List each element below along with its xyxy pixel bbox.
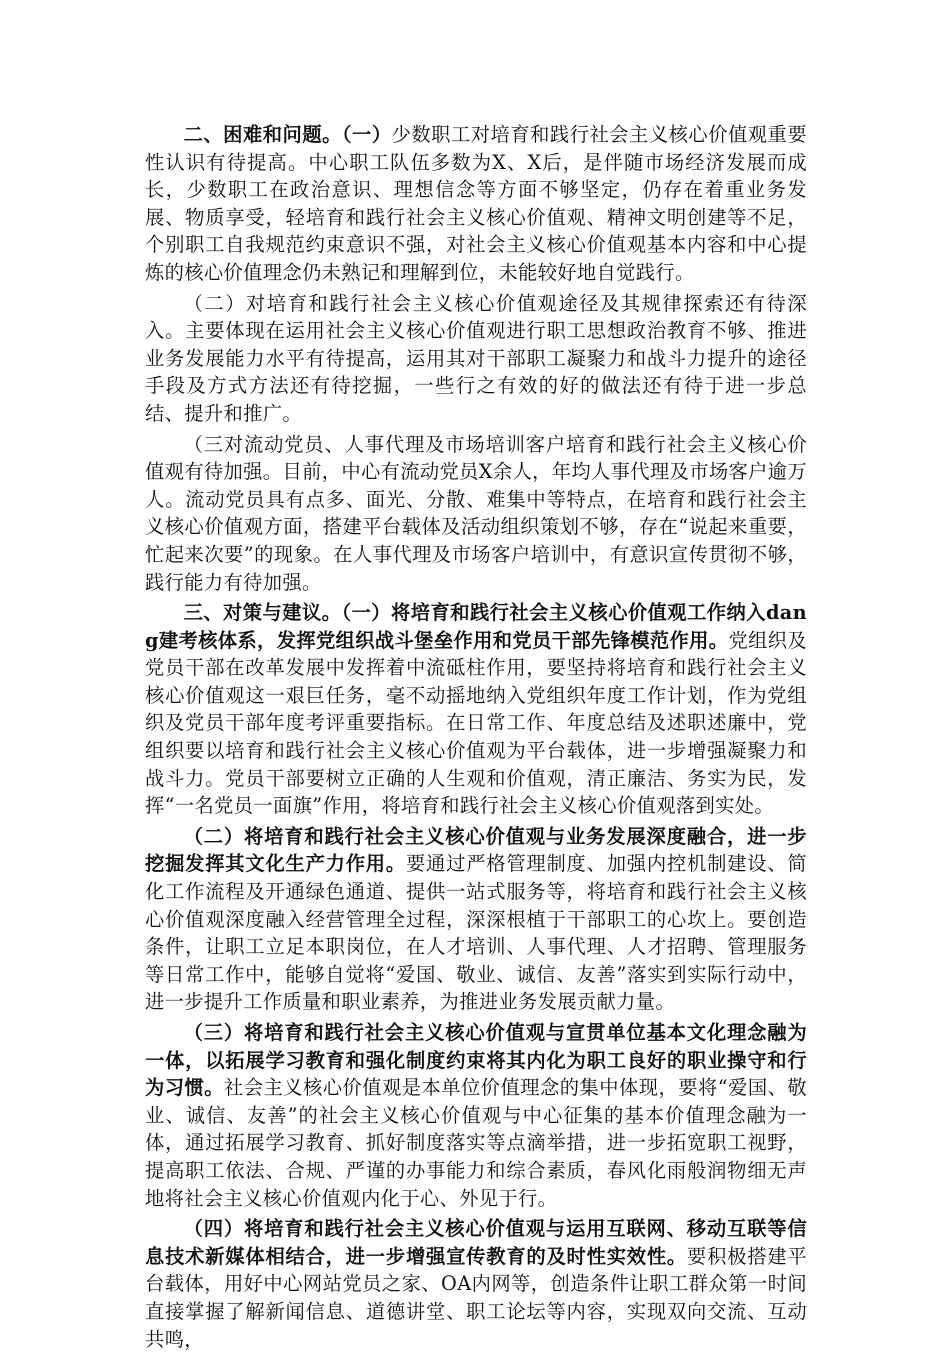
paragraph-text: 少数职工对培育和践行社会主义核心价值观重要性认识有待提高。中心职工队伍多数为X、X后，是伴随市场经济发展而成长，少数职工在政治意识、理想信念等方面不够坚定，仍存在着重业务发展、物质享受，轻培育和践行社会主义核心价值观、精神文明创建等不足，个别职工自我规范约束意识不强，对社会主义核心价值观基本内容和中心提炼的核心价值理念仍未熟记和理解到位，未能较好地自觉践行。	[145, 123, 807, 284]
section-heading-suggestions: 三、对策与建议。（一）将培育和践行社会主义核心价值观工作纳入dang建考核体系，发挥党组织战斗堡垒作用和党员干部先锋模范作用。	[145, 601, 807, 652]
subheading-bold: （四）将培育和践行社会主义核心价值观与运用互联网、移动互联等信息技术新媒体相结合，进一步增强宣传教育的及时性实效性。	[145, 1217, 807, 1268]
paragraph-suggestions-1	[145, 599, 807, 820]
paragraph-difficulties-3	[145, 431, 807, 597]
paragraph-suggestions-2	[145, 823, 807, 1016]
paragraph-text: 社会主义核心价值观是本单位价值理念的集中体现，要将“爱国、敬业、诚信、友善”的社会主义核心价值观与中心征集的基本价值理念融为一体，通过拓展学习教育、抓好制度落实等点滴举措，进一步拓宽职工视野，提高职工依法、合规、严谨的办事能力和综合素质，春风化雨般润物细无声地将社会主义核心价值观内化于心、外见于行。	[145, 1076, 807, 1210]
paragraph-text: （二）对培育和践行社会主义核心价值观途径及其规律探索还有待深入。主要体现在运用社会主义核心价值观进行职工思想政治教育不够、推进业务发展能力水平有待提高，运用其对干部职工凝聚力和战斗力提升的途径手段及方式方法还有待挖掘，一些行之有效的好的做法还有待于进一步总结、提升和推广。	[145, 291, 807, 425]
paragraph-text: （三对流动党员、人事代理及市场培训客户培育和践行社会主义核心价值观有待加强。目前，中心有流动党员X余人，年均人事代理及市场客户逾万人。流动党员具有点多、面光、分散、难集中等特点，在培育和践行社会主义核心价值观方面，搭建平台载体及活动组织策划不够，存在“说起来重要，忙起来次要”的现象。在人事代理及市场客户培训中，有意识宣传贯彻不够，践行能力有待加强。	[145, 432, 807, 594]
document-page	[145, 121, 807, 1353]
paragraph-suggestions-4	[145, 1215, 807, 1353]
paragraph-difficulties-2	[145, 290, 807, 428]
subheading-bold: （二）将培育和践行社会主义核心价值观与业务发展深度融合，进一步挖掘发挥其文化生产力作用。	[145, 824, 807, 876]
paragraph-suggestions-3	[145, 1019, 807, 1212]
subheading-bold: （三）将培育和践行社会主义核心价值观与宣贯单位基本文化理念融为一体，以拓展学习教育和强化制度约束将其内化为职工良好的职业操守和行为习惯。	[145, 1021, 807, 1100]
paragraph-text: 要通过严格管理制度、加强内控机制建设、简化工作流程及开通绿色通道、提供一站式服务等，将培育和践行社会主义核心价值观深度融入经营管理全过程，深深根植于干部职工的心坎上。要创造条件，让职工立足本职岗位，在人才培训、人事代理、人才招聘、管理服务等日常工作中，能够自觉将“爱国、敬业、诚信、友善”落实到实际行动中，进一步提升工作质量和职业素养，为推进业务发展贡献力量。	[145, 852, 807, 1014]
paragraph-difficulties-1	[145, 121, 807, 287]
section-heading-difficulties: 二、困难和问题。（一）	[183, 123, 392, 146]
paragraph-text: 党组织及党员干部在改革发展中发挥着中流砥柱作用，要坚持将培育和践行社会主义核心价值观这一艰巨任务，毫不动摇地纳入党组织年度工作计划，作为党组织及党员干部年度考评重要指标。在日常工作、年度总结及述职述廉中，党组织要以培育和践行社会主义核心价值观为平台载体，进一步增强凝聚力和战斗力。党员干部要树立正确的人生观和价值观，清正廉洁、务实为民，发挥“一名党员一面旗”作用，将培育和践行社会主义核心价值观落到实处。	[145, 628, 807, 818]
paragraph-text: 要积极搭建平台载体，用好中心网站党员之家、OA内网等，创造条件让职工群众第一时间直接掌握了解新闻信息、道德讲堂、职工论坛等内容，实现双向交流、互动共鸣，	[145, 1244, 807, 1351]
